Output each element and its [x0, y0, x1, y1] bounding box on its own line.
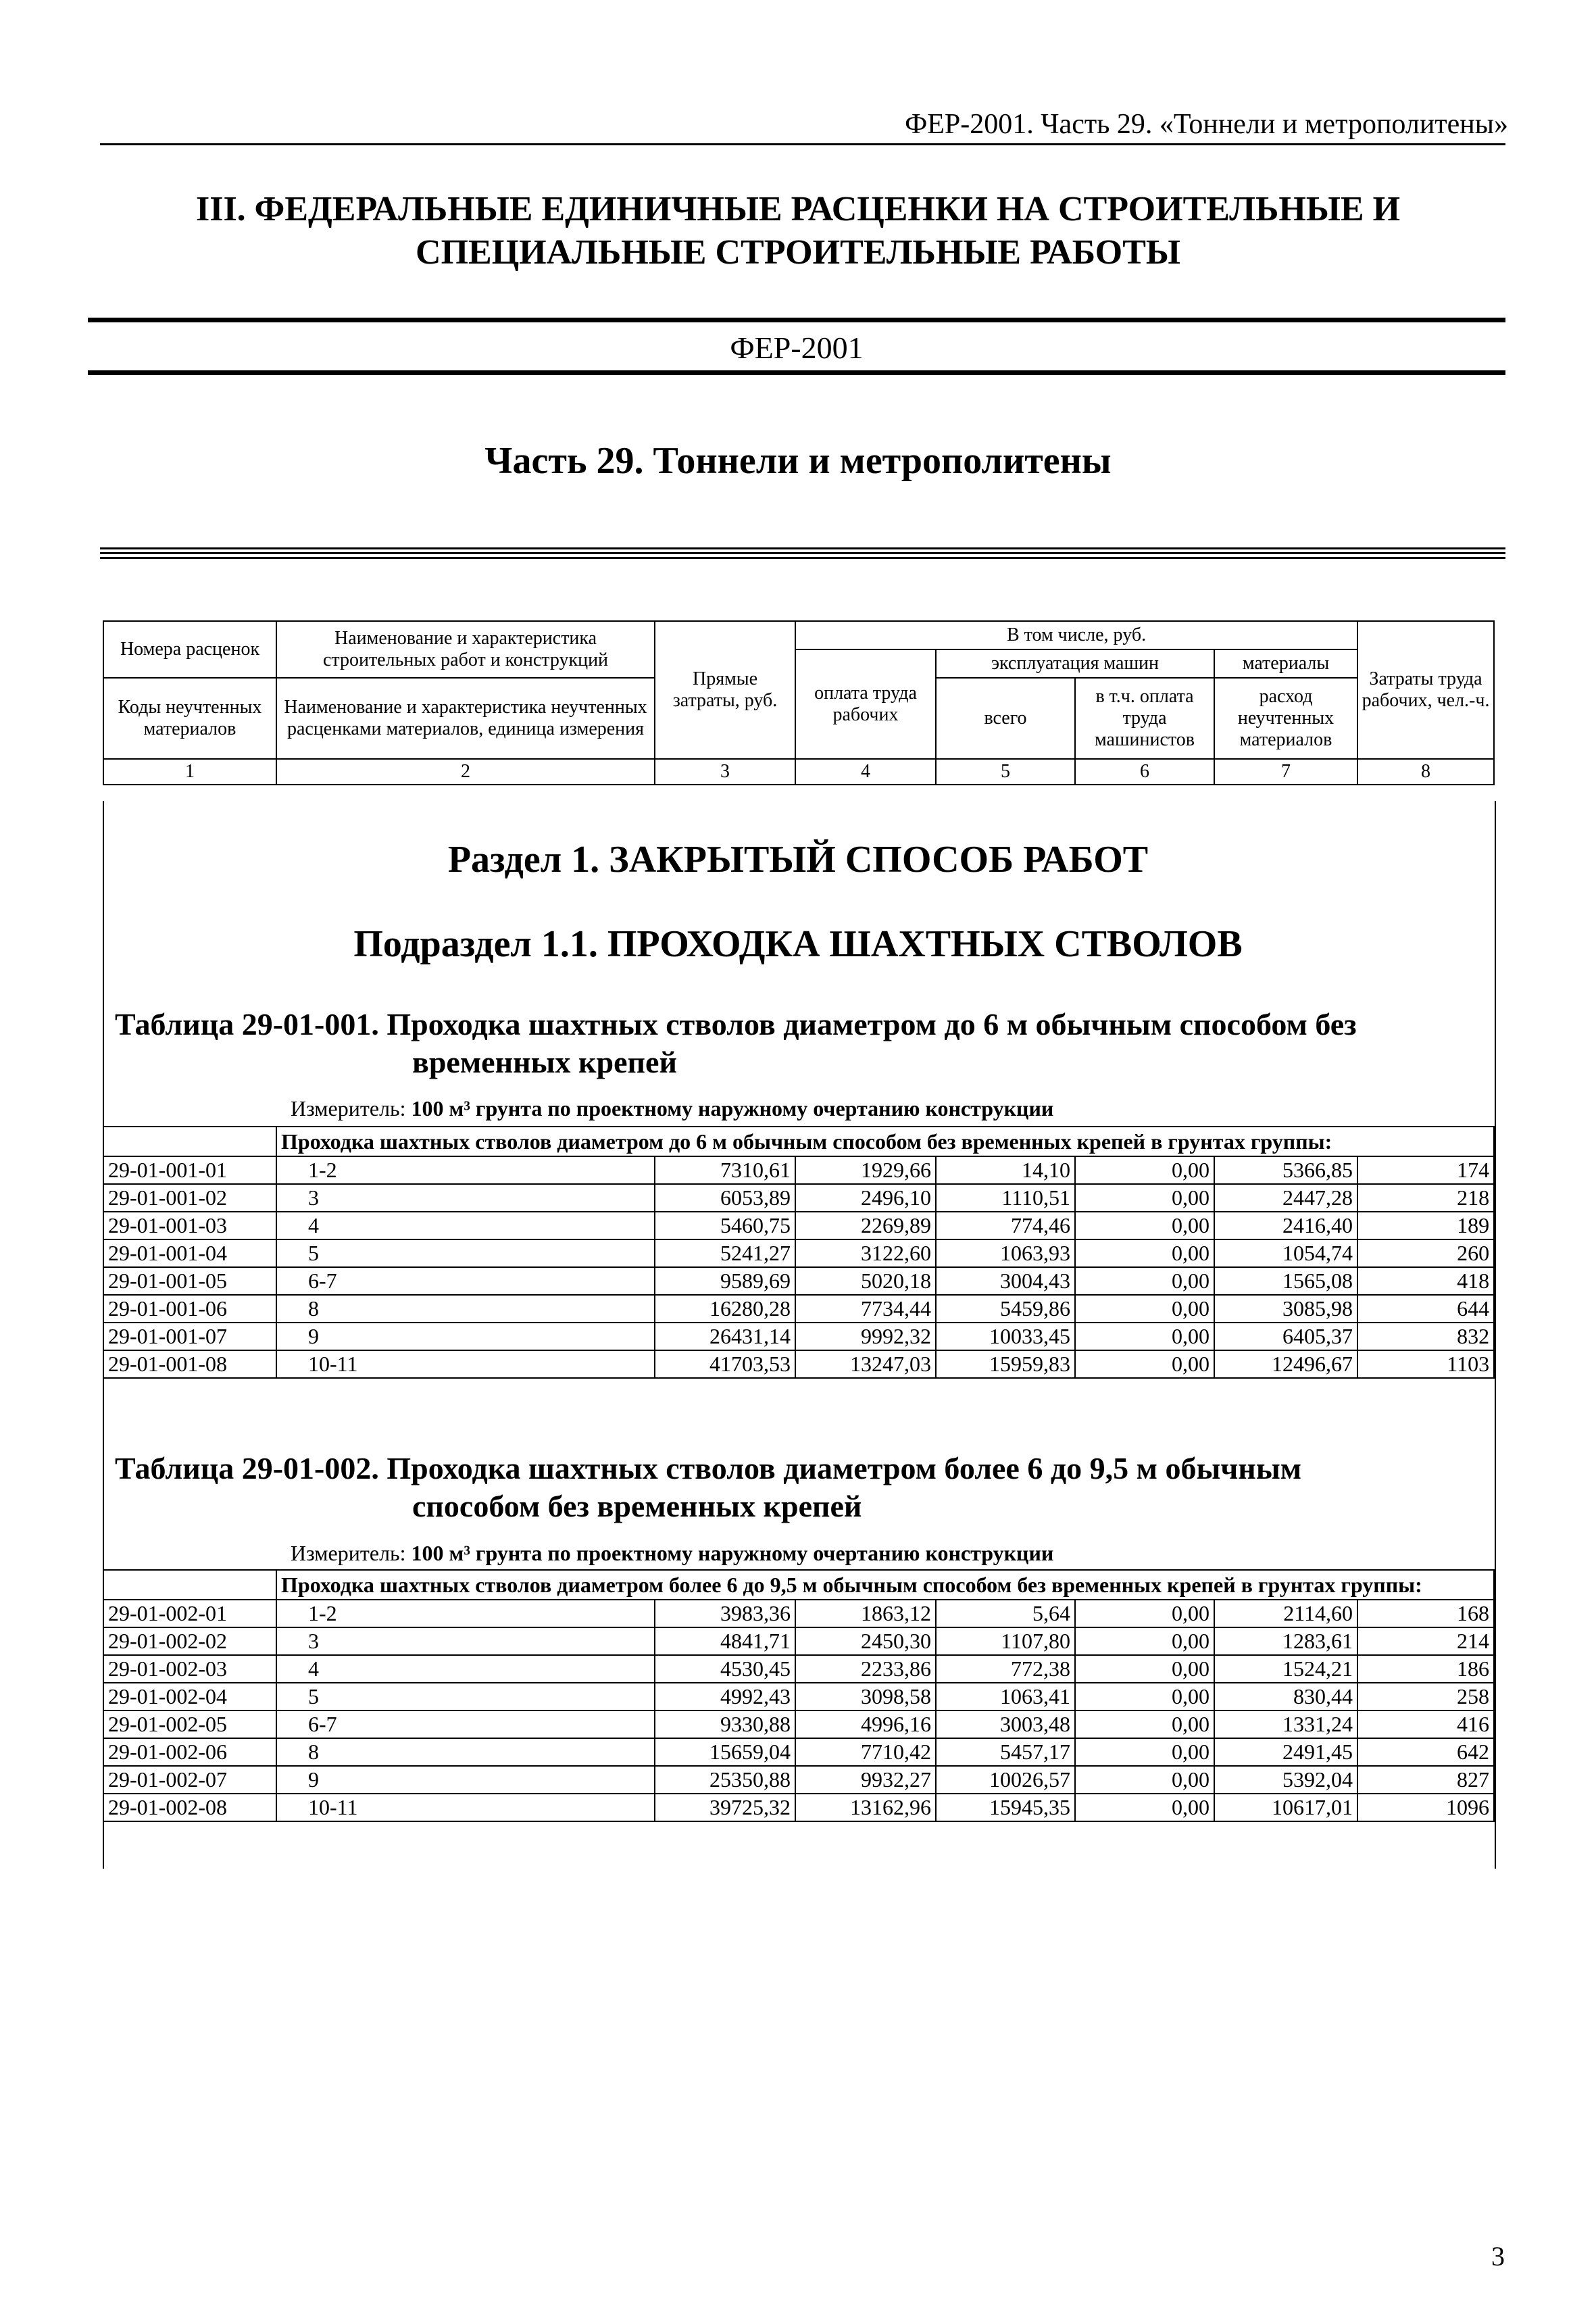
part-heading: [0, 188, 1596, 274]
operators-pay: 0,00: [1075, 1627, 1214, 1655]
rate-code: 29-01-001-03: [103, 1212, 276, 1239]
machines-total: 15959,83: [936, 1350, 1075, 1378]
operators-pay: 0,00: [1075, 1323, 1214, 1350]
operators-pay: 0,00: [1075, 1184, 1214, 1212]
table-row: [103, 1794, 1494, 1821]
table-row: [103, 1627, 1494, 1655]
soil-group: 8: [276, 1738, 655, 1766]
operators-pay: 0,00: [1075, 1295, 1214, 1323]
labor-hours: 168: [1357, 1600, 1494, 1627]
header-labor-pay: оплата труда рабочих: [795, 649, 936, 759]
soil-group: 9: [276, 1323, 655, 1350]
table-row: [103, 1350, 1494, 1378]
machines-total: 10033,45: [936, 1323, 1075, 1350]
labor-pay: 7734,44: [795, 1295, 936, 1323]
direct-costs: 9589,69: [655, 1267, 795, 1295]
machines-total: 774,46: [936, 1212, 1075, 1239]
rate-code: 29-01-001-07: [103, 1323, 276, 1350]
table-row: [103, 1766, 1494, 1794]
soil-group: 6-7: [276, 1267, 655, 1295]
labor-hours: 642: [1357, 1738, 1494, 1766]
direct-costs: 3983,36: [655, 1600, 795, 1627]
fer-title: ФЕР-2001: [730, 330, 864, 365]
machines-total: 15945,35: [936, 1794, 1075, 1821]
soil-group: 1-2: [276, 1156, 655, 1184]
header-codes-top: Номера расценок: [103, 621, 276, 678]
direct-costs: 16280,28: [655, 1295, 795, 1323]
labor-pay: 9992,32: [795, 1323, 936, 1350]
labor-pay: 13247,03: [795, 1350, 936, 1378]
section-title: Раздел 1. ЗАКРЫТЫЙ СПОСОБ РАБОТ: [447, 839, 1149, 881]
materials-cost: 12496,67: [1214, 1350, 1357, 1378]
direct-costs: 9330,88: [655, 1710, 795, 1738]
materials-cost: 6405,37: [1214, 1323, 1357, 1350]
labor-pay: 9932,27: [795, 1766, 936, 1794]
direct-costs: 4992,43: [655, 1683, 795, 1710]
fer-block: [88, 318, 1505, 372]
labor-hours: 189: [1357, 1212, 1494, 1239]
labor-pay: 4996,16: [795, 1710, 936, 1738]
measure-text: 100 м³ грунта по проектному наружному очертанию конструкции: [411, 1096, 1054, 1121]
rate-code: 29-01-001-05: [103, 1267, 276, 1295]
labor-pay: 1929,66: [795, 1156, 936, 1184]
header-number: 1: [103, 759, 276, 785]
page-number: 3: [1491, 2241, 1505, 2271]
materials-cost: 2447,28: [1214, 1184, 1357, 1212]
direct-costs: 4841,71: [655, 1627, 795, 1655]
header-name-top: Наименование и характеристика строительных работ и конструкций: [276, 621, 655, 678]
labor-pay: 2233,86: [795, 1655, 936, 1683]
header-name-bottom: Наименование и характеристика неучтенных расценками материалов, единица измерения: [276, 678, 655, 759]
header-number: 2: [276, 759, 655, 785]
labor-hours: 218: [1357, 1184, 1494, 1212]
soil-group: 9: [276, 1766, 655, 1794]
table-row: [103, 1323, 1494, 1350]
materials-cost: 2491,45: [1214, 1738, 1357, 1766]
operators-pay: 0,00: [1075, 1156, 1214, 1184]
operators-pay: 0,00: [1075, 1267, 1214, 1295]
labor-pay: 3098,58: [795, 1683, 936, 1710]
labor-pay: 3122,60: [795, 1239, 936, 1267]
direct-costs: 4530,45: [655, 1655, 795, 1683]
table-title-line2: способом без временных крепей: [412, 1489, 862, 1523]
soil-group: 4: [276, 1212, 655, 1239]
rate-code: 29-01-001-01: [103, 1156, 276, 1184]
labor-hours: 214: [1357, 1627, 1494, 1655]
labor-pay: 1863,12: [795, 1600, 936, 1627]
materials-cost: 2114,60: [1214, 1600, 1357, 1627]
blank-cell: [103, 1570, 276, 1600]
running-header: ФЕР-2001. Часть 29. «Тоннели и метрополитены»: [905, 109, 1508, 140]
table-title-line2: временных крепей: [412, 1045, 677, 1079]
labor-hours: 644: [1357, 1295, 1494, 1323]
rate-code: 29-01-001-02: [103, 1184, 276, 1212]
rate-code: 29-01-002-01: [103, 1600, 276, 1627]
rate-code: 29-01-002-02: [103, 1627, 276, 1655]
operators-pay: 0,00: [1075, 1710, 1214, 1738]
part-heading-line: III. ФЕДЕРАЛЬНЫЕ ЕДИНИЧНЫЕ РАСЦЕНКИ НА СТРОИТЕЛЬНЫЕ И: [195, 190, 1401, 228]
labor-hours: 416: [1357, 1710, 1494, 1738]
materials-cost: 1283,61: [1214, 1627, 1357, 1655]
labor-hours: 827: [1357, 1766, 1494, 1794]
labor-hours: 832: [1357, 1323, 1494, 1350]
labor-pay: 2269,89: [795, 1212, 936, 1239]
machines-total: 3003,48: [936, 1710, 1075, 1738]
operators-pay: 0,00: [1075, 1655, 1214, 1683]
header-including-group: В том числе, руб.: [795, 621, 1357, 649]
soil-group: 10-11: [276, 1794, 655, 1821]
header-number: 7: [1214, 759, 1357, 785]
rate-code: 29-01-002-05: [103, 1710, 276, 1738]
soil-group: 3: [276, 1627, 655, 1655]
blank-cell: [103, 1127, 276, 1156]
header-number: 3: [655, 759, 795, 785]
machines-total: 3004,43: [936, 1267, 1075, 1295]
soil-group: 6-7: [276, 1710, 655, 1738]
labor-pay: 7710,42: [795, 1738, 936, 1766]
machines-total: 5457,17: [936, 1738, 1075, 1766]
measure-prefix: Измеритель:: [291, 1541, 412, 1565]
header-machines-group: эксплуатация машин: [936, 649, 1214, 678]
direct-costs: 41703,53: [655, 1350, 795, 1378]
table-row: [103, 1156, 1494, 1184]
operators-pay: 0,00: [1075, 1600, 1214, 1627]
measure-text: 100 м³ грунта по проектному наружному очертанию конструкции: [411, 1541, 1054, 1565]
subsection-title: Подраздел 1.1. ПРОХОДКА ШАХТНЫХ СТВОЛОВ: [353, 923, 1243, 965]
table-row: [103, 1600, 1494, 1627]
rate-code: 29-01-002-08: [103, 1794, 276, 1821]
table-row: [103, 1267, 1494, 1295]
direct-costs: 7310,61: [655, 1156, 795, 1184]
measure-prefix: Измеритель:: [291, 1096, 412, 1121]
materials-cost: 1054,74: [1214, 1239, 1357, 1267]
materials-cost: 5392,04: [1214, 1766, 1357, 1794]
header-materials-unaccounted: расход неучтенных материалов: [1214, 678, 1357, 759]
soil-group: 4: [276, 1655, 655, 1683]
header-number: 8: [1357, 759, 1494, 785]
operators-pay: 0,00: [1075, 1766, 1214, 1794]
soil-group: 3: [276, 1184, 655, 1212]
fer-rule-top: [88, 318, 1505, 322]
direct-costs: 26431,14: [655, 1323, 795, 1350]
column-header-table: [103, 620, 1495, 785]
header-machines-total: всего: [936, 678, 1075, 759]
direct-costs: 6053,89: [655, 1184, 795, 1212]
materials-cost: 1565,08: [1214, 1267, 1357, 1295]
soil-group: 5: [276, 1683, 655, 1710]
table-group-name: Проходка шахтных стволов диаметром более 6 до 9,5 м обычным способом без временных крепей в грунтах группы:: [276, 1570, 1494, 1600]
direct-costs: 25350,88: [655, 1766, 795, 1794]
rate-code: 29-01-002-06: [103, 1738, 276, 1766]
machines-total: 5459,86: [936, 1295, 1075, 1323]
header-codes-bottom: Коды неучтенных материалов: [103, 678, 276, 759]
labor-hours: 1103: [1357, 1350, 1494, 1378]
machines-total: 10026,57: [936, 1766, 1075, 1794]
table-row: [103, 1655, 1494, 1683]
rate-code: 29-01-002-04: [103, 1683, 276, 1710]
measure-unit: [291, 1541, 1053, 1566]
part-heading-line: СПЕЦИАЛЬНЫЕ СТРОИТЕЛЬНЫЕ РАБОТЫ: [416, 233, 1180, 272]
table-row: [103, 1212, 1494, 1239]
machines-total: 1063,93: [936, 1239, 1075, 1267]
labor-pay: 13162,96: [795, 1794, 936, 1821]
triple-rule: [100, 547, 1505, 562]
table-row: [103, 1184, 1494, 1212]
machines-total: 772,38: [936, 1655, 1075, 1683]
materials-cost: 830,44: [1214, 1683, 1357, 1710]
header-direct-costs: Прямые затраты, руб.: [655, 621, 795, 759]
soil-group: 1-2: [276, 1600, 655, 1627]
operators-pay: 0,00: [1075, 1683, 1214, 1710]
table-row: [103, 1295, 1494, 1323]
labor-hours: 186: [1357, 1655, 1494, 1683]
table-title: [115, 1450, 1466, 1525]
rates-table-29-01-001: [103, 1126, 1495, 1379]
machines-total: 14,10: [936, 1156, 1075, 1184]
rate-code: 29-01-002-03: [103, 1655, 276, 1683]
rate-code: 29-01-001-04: [103, 1239, 276, 1267]
header-rule: [100, 143, 1505, 145]
table-row: [103, 1683, 1494, 1710]
rates-table-29-01-002: [103, 1569, 1495, 1822]
table-title-line1: Таблица 29-01-002. Проходка шахтных стволов диаметром более 6 до 9,5 м обычным: [115, 1451, 1302, 1485]
materials-cost: 1331,24: [1214, 1710, 1357, 1738]
direct-costs: 39725,32: [655, 1794, 795, 1821]
table-row: [103, 1239, 1494, 1267]
labor-pay: 2450,30: [795, 1627, 936, 1655]
labor-hours: 174: [1357, 1156, 1494, 1184]
header-materials-group: материалы: [1214, 649, 1357, 678]
rate-code: 29-01-002-07: [103, 1766, 276, 1794]
operators-pay: 0,00: [1075, 1239, 1214, 1267]
labor-pay: 2496,10: [795, 1184, 936, 1212]
labor-hours: 418: [1357, 1267, 1494, 1295]
materials-cost: 10617,01: [1214, 1794, 1357, 1821]
operators-pay: 0,00: [1075, 1794, 1214, 1821]
direct-costs: 5460,75: [655, 1212, 795, 1239]
header-operators-pay: в т.ч. оплата труда машинистов: [1075, 678, 1214, 759]
direct-costs: 15659,04: [655, 1738, 795, 1766]
rate-code: 29-01-001-06: [103, 1295, 276, 1323]
materials-cost: 3085,98: [1214, 1295, 1357, 1323]
machines-total: 5,64: [936, 1600, 1075, 1627]
labor-hours: 260: [1357, 1239, 1494, 1267]
machines-total: 1107,80: [936, 1627, 1075, 1655]
labor-hours: 258: [1357, 1683, 1494, 1710]
header-labor-hours: Затраты труда рабочих, чел.-ч.: [1357, 621, 1494, 759]
header-number: 4: [795, 759, 936, 785]
materials-cost: 5366,85: [1214, 1156, 1357, 1184]
measure-unit: [291, 1096, 1053, 1121]
labor-hours: 1096: [1357, 1794, 1494, 1821]
table-row: [103, 1710, 1494, 1738]
table-title-line1: Таблица 29-01-001. Проходка шахтных стволов диаметром до 6 м обычным способом без: [115, 1007, 1357, 1041]
fer-rule-bottom: [88, 370, 1505, 375]
header-number: 5: [936, 759, 1075, 785]
soil-group: 5: [276, 1239, 655, 1267]
chapter-title: Часть 29. Тоннели и метрополитены: [484, 440, 1112, 482]
labor-pay: 5020,18: [795, 1267, 936, 1295]
table-group-name: Проходка шахтных стволов диаметром до 6 м обычным способом без временных крепей в грунтах группы:: [276, 1127, 1494, 1156]
materials-cost: 2416,40: [1214, 1212, 1357, 1239]
rate-code: 29-01-001-08: [103, 1350, 276, 1378]
soil-group: 8: [276, 1295, 655, 1323]
soil-group: 10-11: [276, 1350, 655, 1378]
materials-cost: 1524,21: [1214, 1655, 1357, 1683]
operators-pay: 0,00: [1075, 1212, 1214, 1239]
machines-total: 1063,41: [936, 1683, 1075, 1710]
direct-costs: 5241,27: [655, 1239, 795, 1267]
operators-pay: 0,00: [1075, 1350, 1214, 1378]
table-title: [115, 1006, 1466, 1081]
header-number: 6: [1075, 759, 1214, 785]
operators-pay: 0,00: [1075, 1738, 1214, 1766]
machines-total: 1110,51: [936, 1184, 1075, 1212]
table-row: [103, 1738, 1494, 1766]
